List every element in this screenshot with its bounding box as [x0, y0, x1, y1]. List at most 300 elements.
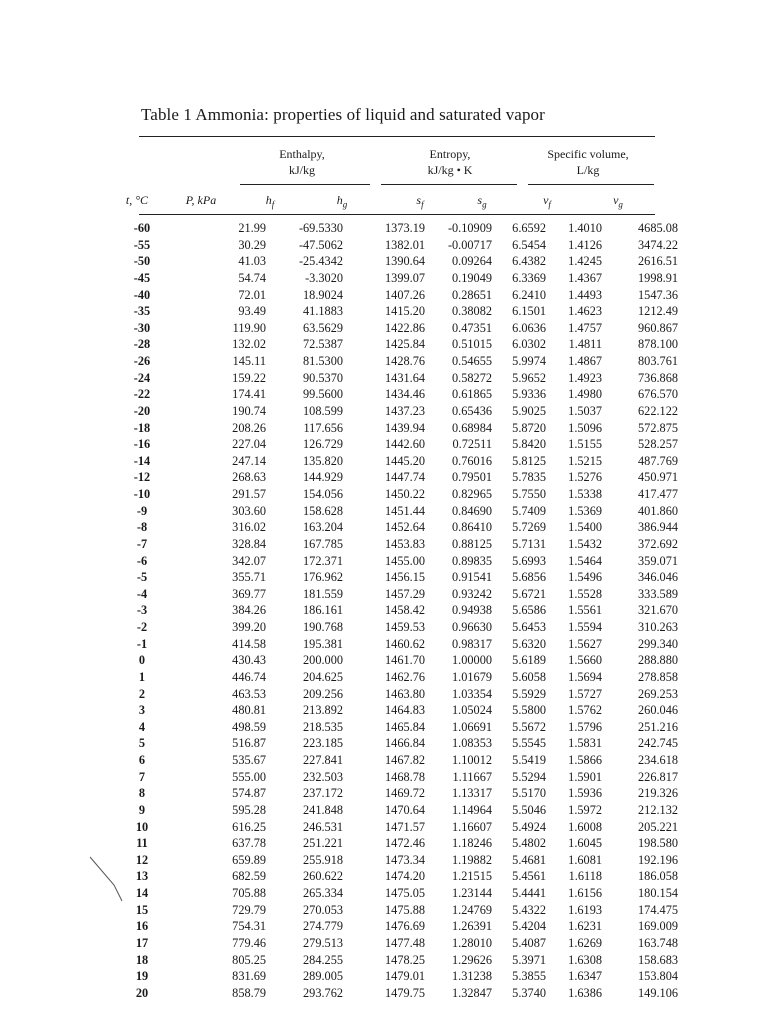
table-row — [115, 752, 678, 769]
cell-vf: 1.5400 — [568, 520, 602, 535]
cell-vg: 1547.36 — [638, 287, 678, 302]
cell-p: 159.22 — [232, 370, 266, 385]
cell-t: 5 — [138, 736, 146, 751]
cell-sg: 5.7269 — [512, 520, 546, 535]
cell-vf: 1.5796 — [568, 719, 602, 734]
table-row — [115, 918, 678, 935]
cell-vf: 1.6231 — [568, 919, 602, 934]
cell-sf: 0.82965 — [452, 487, 492, 501]
cell-vg: 321.670 — [638, 603, 678, 618]
cell-vg: 212.132 — [638, 802, 678, 817]
table-row — [115, 819, 678, 836]
cell-sg: 6.0636 — [512, 320, 546, 335]
cell-p: 535.67 — [232, 753, 266, 767]
cell-t: -28 — [133, 337, 151, 352]
table-row — [115, 436, 678, 453]
hf-subscript: f — [271, 199, 275, 210]
table-row — [115, 835, 678, 852]
cell-t: -7 — [136, 536, 148, 551]
cell-hf: 251.221 — [303, 836, 343, 851]
cell-t: -6 — [136, 553, 148, 568]
cell-hg: 1461.70 — [385, 653, 425, 668]
cell-t: 7 — [138, 769, 146, 784]
cell-sf: 0.79501 — [452, 470, 492, 485]
cell-sg: 5.5545 — [512, 736, 546, 751]
cell-hg: 1471.57 — [385, 819, 425, 834]
cell-hg: 1467.82 — [385, 753, 425, 767]
table-row — [115, 303, 678, 320]
cell-vf: 1.5901 — [568, 769, 602, 784]
cell-hg: 1439.94 — [385, 420, 425, 435]
cell-hg: 1468.78 — [385, 769, 425, 784]
cell-p: 805.25 — [232, 952, 266, 967]
cell-sg: 5.5419 — [512, 753, 546, 767]
cell-sf: 0.51015 — [452, 337, 492, 352]
cell-vg: 401.860 — [638, 503, 678, 518]
cell-sg: 5.5294 — [512, 769, 546, 784]
table-row — [115, 270, 678, 287]
cell-vg: 219.326 — [638, 786, 678, 801]
cell-p: 384.26 — [232, 603, 266, 618]
cell-sf: -0.00717 — [447, 237, 492, 252]
cell-vf: 1.6156 — [568, 886, 602, 900]
cell-hf: -69.5330 — [298, 221, 343, 235]
table-row — [115, 702, 678, 719]
cell-t: -55 — [133, 237, 151, 252]
cell-vg: 359.071 — [638, 553, 678, 568]
cell-t: -3 — [136, 603, 148, 618]
cell-vg: 299.340 — [638, 636, 678, 651]
cell-t: 18 — [135, 952, 149, 967]
cell-sg: 6.3369 — [512, 270, 546, 285]
cell-hf: 172.371 — [303, 553, 343, 568]
cell-vg: 205.221 — [638, 819, 678, 834]
cell-sg: 5.7131 — [512, 536, 546, 551]
cell-t: 8 — [138, 786, 146, 801]
cell-sf: 1.06691 — [452, 719, 492, 734]
entropy-header-line1: Entropy, — [429, 147, 471, 161]
cell-sf: 1.11667 — [452, 769, 492, 784]
cell-sf: 1.24769 — [452, 902, 492, 917]
cell-vf: 1.5096 — [568, 420, 602, 435]
cell-hg: 1428.76 — [385, 354, 425, 368]
cell-hg: 1450.22 — [385, 487, 425, 501]
cell-sg: 6.0302 — [512, 337, 546, 352]
pen-mark-icon — [88, 855, 124, 905]
cell-vf: 1.6081 — [568, 852, 602, 867]
table-row — [115, 968, 678, 985]
cell-vg: 153.804 — [638, 969, 678, 984]
cell-hf: 158.628 — [303, 503, 343, 518]
cell-t: -40 — [133, 287, 151, 302]
cell-hg: 1437.23 — [385, 403, 425, 418]
cell-hf: 117.656 — [303, 420, 343, 435]
cell-vf: 1.5432 — [568, 536, 602, 551]
cell-t: -16 — [133, 437, 151, 452]
cell-t: 6 — [138, 753, 146, 767]
cell-hf: 126.729 — [303, 437, 343, 452]
cell-sg: 5.6721 — [512, 586, 546, 601]
cell-hf: 246.531 — [303, 819, 343, 834]
cell-hg: 1431.64 — [385, 370, 425, 385]
cell-vg: 528.257 — [638, 437, 678, 452]
cell-t: 15 — [135, 902, 149, 917]
cell-sf: 0.61865 — [452, 387, 492, 402]
cell-t: 11 — [136, 836, 148, 851]
cell-hf: 289.005 — [303, 969, 343, 984]
cell-vf: 1.5155 — [568, 437, 602, 452]
cell-t: -1 — [136, 636, 148, 651]
cell-t: -20 — [133, 403, 151, 418]
table-row — [115, 652, 678, 669]
cell-p: 414.58 — [232, 636, 266, 651]
hg-subscript: g — [342, 199, 348, 210]
cell-hg: 1415.20 — [385, 304, 425, 319]
cell-hg: 1469.72 — [385, 786, 425, 801]
cell-p: 355.71 — [232, 570, 266, 585]
cell-vg: 676.570 — [638, 387, 678, 402]
cell-p: 705.88 — [232, 886, 266, 900]
cell-sf: 0.94938 — [452, 603, 492, 618]
cell-sf: 1.23144 — [452, 886, 492, 900]
cell-sf: 0.38082 — [452, 304, 492, 319]
table-row — [115, 569, 678, 586]
cell-sf: 1.03354 — [452, 686, 492, 701]
cell-t: -24 — [133, 370, 151, 385]
cell-sf: 0.88125 — [452, 536, 492, 551]
cell-sf: 0.19049 — [452, 270, 492, 285]
cell-p: 555.00 — [232, 769, 266, 784]
cell-sf: 0.28651 — [452, 287, 492, 302]
cell-sg: 6.6592 — [512, 221, 546, 235]
cell-vg: 226.817 — [638, 769, 678, 784]
cell-hg: 1478.25 — [385, 952, 425, 967]
cell-sf: 1.21515 — [452, 869, 492, 884]
cell-vf: 1.4367 — [568, 270, 602, 285]
table-row — [115, 503, 678, 520]
cell-hg: 1462.76 — [385, 669, 425, 684]
cell-p: 831.69 — [232, 969, 266, 984]
cell-vg: 158.683 — [638, 952, 678, 967]
cell-sg: 6.4382 — [512, 254, 546, 269]
table-row — [115, 868, 678, 885]
cell-p: 268.63 — [232, 470, 266, 485]
cell-sg: 5.8125 — [512, 453, 546, 468]
table-row — [115, 602, 678, 619]
table-row — [115, 735, 678, 752]
entropy-group-header — [380, 146, 520, 178]
col-header-t: t, °C — [125, 193, 149, 207]
cell-sg: 5.8420 — [512, 437, 546, 452]
top-rule — [139, 136, 655, 137]
cell-hg: 1463.80 — [385, 686, 425, 701]
cell-sf: 1.01679 — [452, 669, 492, 684]
cell-t: 20 — [135, 985, 149, 1000]
cell-p: 119.90 — [232, 320, 266, 335]
cell-vg: 487.769 — [638, 453, 678, 468]
cell-hg: 1475.05 — [385, 886, 425, 900]
cell-hg: 1477.48 — [385, 935, 425, 950]
cell-vg: 186.058 — [638, 869, 678, 884]
table-row — [115, 287, 678, 304]
table-body — [115, 220, 678, 1001]
cell-vg: 1998.91 — [638, 270, 678, 285]
cell-hg: 1458.42 — [385, 603, 425, 618]
cell-vg: 622.122 — [638, 403, 678, 418]
cell-p: 430.43 — [232, 653, 266, 668]
cell-hf: 204.625 — [303, 669, 343, 684]
cell-vf: 1.5561 — [568, 603, 602, 618]
cell-sg: 5.4561 — [512, 869, 546, 884]
cell-vf: 1.5936 — [568, 786, 602, 801]
cell-hg: 1451.44 — [385, 503, 425, 518]
table-row — [115, 220, 678, 237]
cell-hf: 195.381 — [303, 636, 343, 651]
cell-sg: 5.4204 — [512, 919, 546, 934]
cell-hg: 1465.84 — [385, 719, 425, 734]
cell-hf: 144.929 — [303, 470, 343, 485]
cell-vf: 1.4923 — [568, 370, 602, 385]
cell-t: -30 — [133, 320, 151, 335]
cell-sf: 0.98317 — [452, 636, 492, 651]
cell-sf: 1.26391 — [452, 919, 492, 934]
cell-hg: 1447.74 — [385, 470, 425, 485]
cell-sg: 5.4802 — [512, 836, 546, 851]
cell-p: 369.77 — [232, 586, 266, 601]
table-row — [115, 536, 678, 553]
cell-p: 54.74 — [238, 270, 266, 285]
cell-t: -60 — [133, 221, 151, 235]
sf-subscript: f — [421, 199, 424, 210]
vf-symbol: v — [543, 193, 549, 207]
cell-sf: 0.76016 — [452, 453, 492, 468]
cell-hf: 227.841 — [303, 753, 343, 767]
cell-sf: 1.08353 — [452, 736, 492, 751]
cell-sg: 6.2410 — [512, 287, 546, 302]
col-header-sg — [462, 193, 502, 209]
cell-p: 72.01 — [238, 287, 266, 302]
cell-hg: 1479.75 — [385, 985, 425, 1000]
table-row — [115, 237, 678, 254]
enthalpy-group-header — [232, 146, 372, 178]
table-row — [115, 353, 678, 370]
cell-p: 729.79 — [232, 902, 266, 917]
cell-p: 303.60 — [232, 503, 266, 518]
cell-hg: 1464.83 — [385, 703, 425, 718]
properties-table — [115, 220, 678, 1001]
enthalpy-subrule — [240, 184, 370, 185]
cell-hf: 218.535 — [303, 719, 343, 734]
vf-subscript: f — [548, 199, 551, 210]
table-row — [115, 370, 678, 387]
cell-hg: 1452.64 — [385, 520, 425, 535]
cell-hg: 1425.84 — [385, 337, 425, 352]
table-row — [115, 852, 678, 869]
cell-t: 3 — [138, 703, 146, 718]
volume-header-line2: L/kg — [576, 163, 600, 177]
cell-hf: -25.4342 — [298, 254, 343, 269]
entropy-subrule — [381, 184, 517, 185]
cell-hf: 81.5300 — [303, 354, 343, 368]
cell-sg: 5.6586 — [512, 603, 546, 618]
cell-vf: 1.5866 — [568, 753, 602, 767]
cell-vg: 572.875 — [638, 420, 678, 435]
cell-sf: 1.29626 — [452, 952, 492, 967]
cell-vg: 2616.51 — [638, 254, 678, 269]
cell-vg: 242.745 — [638, 736, 678, 751]
cell-vg: 198.580 — [638, 836, 678, 851]
cell-hg: 1475.88 — [385, 902, 425, 917]
cell-sg: 5.4681 — [512, 852, 546, 867]
cell-vf: 1.4010 — [568, 221, 602, 235]
cell-sf: 0.91541 — [452, 570, 492, 585]
cell-hg: 1434.46 — [385, 387, 425, 402]
cell-t: -12 — [133, 470, 151, 485]
cell-vf: 1.6118 — [568, 869, 602, 884]
cell-p: 682.59 — [232, 869, 266, 884]
table-row — [115, 586, 678, 603]
cell-sf: 0.93242 — [452, 586, 492, 601]
cell-hg: 1399.07 — [385, 270, 425, 285]
enthalpy-header-line1: Enthalpy, — [279, 147, 325, 161]
cell-vf: 1.4867 — [568, 354, 602, 368]
table-row — [115, 386, 678, 403]
cell-t: -5 — [136, 570, 148, 585]
cell-vf: 1.5338 — [568, 487, 602, 501]
table-row — [115, 253, 678, 270]
cell-p: 399.20 — [232, 620, 266, 634]
cell-sg: 5.3971 — [512, 952, 546, 967]
cell-hf: 200.000 — [303, 653, 343, 668]
col-header-vg — [598, 193, 638, 209]
cell-t: -9 — [136, 503, 148, 518]
cell-vf: 1.5528 — [568, 586, 602, 601]
cell-hf: 190.768 — [303, 620, 343, 634]
cell-p: 208.26 — [232, 420, 266, 435]
cell-sf: 0.96630 — [452, 620, 492, 634]
cell-vg: 372.692 — [638, 536, 678, 551]
cell-vf: 1.4980 — [568, 387, 602, 402]
cell-sg: 5.5672 — [512, 719, 546, 734]
cell-sf: 1.14964 — [452, 802, 492, 817]
cell-hf: 154.056 — [303, 487, 343, 501]
cell-p: 93.49 — [238, 304, 266, 319]
cell-sg: 5.7550 — [512, 487, 546, 501]
table-row — [115, 935, 678, 952]
cell-vg: 269.253 — [638, 686, 678, 701]
cell-hf: 186.161 — [303, 603, 343, 618]
cell-vf: 1.5594 — [568, 620, 602, 634]
cell-sf: 1.28010 — [452, 935, 492, 950]
cell-vg: 163.748 — [638, 935, 678, 950]
cell-hf: 270.053 — [303, 902, 343, 917]
cell-hg: 1474.20 — [385, 869, 425, 884]
cell-sf: 0.89835 — [452, 553, 492, 568]
cell-t: -50 — [133, 254, 151, 269]
cell-p: 328.84 — [232, 536, 266, 551]
cell-hg: 1456.15 — [385, 570, 425, 585]
cell-hf: 18.9024 — [303, 287, 343, 302]
cell-hg: 1422.86 — [385, 320, 425, 335]
cell-p: 516.87 — [232, 736, 266, 751]
cell-vf: 1.6045 — [568, 836, 602, 851]
cell-hf: 209.256 — [303, 686, 343, 701]
cell-t: 17 — [135, 935, 149, 950]
cell-p: 659.89 — [232, 852, 266, 867]
cell-vg: 310.263 — [638, 620, 678, 634]
cell-sg: 5.6058 — [512, 669, 546, 684]
cell-vf: 1.6008 — [568, 819, 602, 834]
cell-t: -18 — [133, 420, 151, 435]
cell-t: 12 — [135, 852, 149, 867]
cell-hg: 1390.64 — [385, 254, 425, 269]
cell-sg: 5.6320 — [512, 636, 546, 651]
cell-sg: 6.5454 — [512, 237, 546, 252]
cell-sf: -0.10909 — [447, 221, 492, 235]
cell-vf: 1.4757 — [568, 320, 602, 335]
vg-subscript: g — [618, 199, 623, 210]
cell-sg: 5.9974 — [512, 354, 546, 368]
cell-t: 4 — [138, 719, 146, 734]
cell-p: 174.41 — [232, 387, 266, 402]
cell-sg: 5.7835 — [512, 470, 546, 485]
cell-p: 463.53 — [232, 686, 266, 701]
cell-p: 247.14 — [232, 453, 266, 468]
cell-hf: 293.762 — [303, 985, 343, 1000]
cell-vf: 1.5660 — [568, 653, 602, 668]
cell-sf: 0.09264 — [452, 254, 492, 269]
cell-vg: 234.618 — [638, 753, 678, 767]
cell-vf: 1.5037 — [568, 403, 602, 418]
cell-p: 41.03 — [238, 254, 266, 269]
table-row — [115, 619, 678, 636]
table-row — [115, 453, 678, 470]
cell-hf: 213.892 — [303, 703, 343, 718]
table-row — [115, 420, 678, 437]
cell-sf: 0.54655 — [452, 354, 492, 368]
cell-t: 10 — [135, 819, 149, 834]
cell-vg: 1212.49 — [638, 304, 678, 319]
cell-t: 16 — [135, 919, 149, 934]
cell-sg: 5.4441 — [512, 886, 546, 900]
cell-vf: 1.5627 — [568, 636, 602, 651]
cell-sf: 0.86410 — [452, 520, 492, 535]
table-row — [115, 336, 678, 353]
cell-vf: 1.6308 — [568, 952, 602, 967]
cell-vf: 1.6347 — [568, 969, 602, 984]
cell-t: -10 — [133, 487, 151, 501]
cell-sf: 1.10012 — [452, 753, 492, 767]
sg-subscript: g — [482, 199, 487, 210]
vg-symbol: v — [613, 193, 619, 207]
cell-hg: 1473.34 — [385, 852, 425, 867]
cell-vf: 1.4126 — [568, 237, 602, 252]
cell-vg: 149.106 — [638, 985, 678, 1000]
cell-t: 9 — [138, 802, 146, 817]
cell-sg: 5.3855 — [512, 969, 546, 984]
cell-hg: 1460.62 — [385, 636, 425, 651]
cell-vf: 1.5762 — [568, 703, 602, 718]
cell-vg: 346.046 — [638, 570, 678, 585]
table-row — [115, 636, 678, 653]
cell-t: -22 — [133, 387, 151, 402]
cell-vf: 1.4493 — [568, 287, 602, 302]
cell-p: 616.25 — [232, 819, 266, 834]
table-row — [115, 320, 678, 337]
cell-t: -35 — [133, 304, 151, 319]
cell-sg: 5.6856 — [512, 570, 546, 585]
cell-hf: 163.204 — [303, 520, 343, 535]
